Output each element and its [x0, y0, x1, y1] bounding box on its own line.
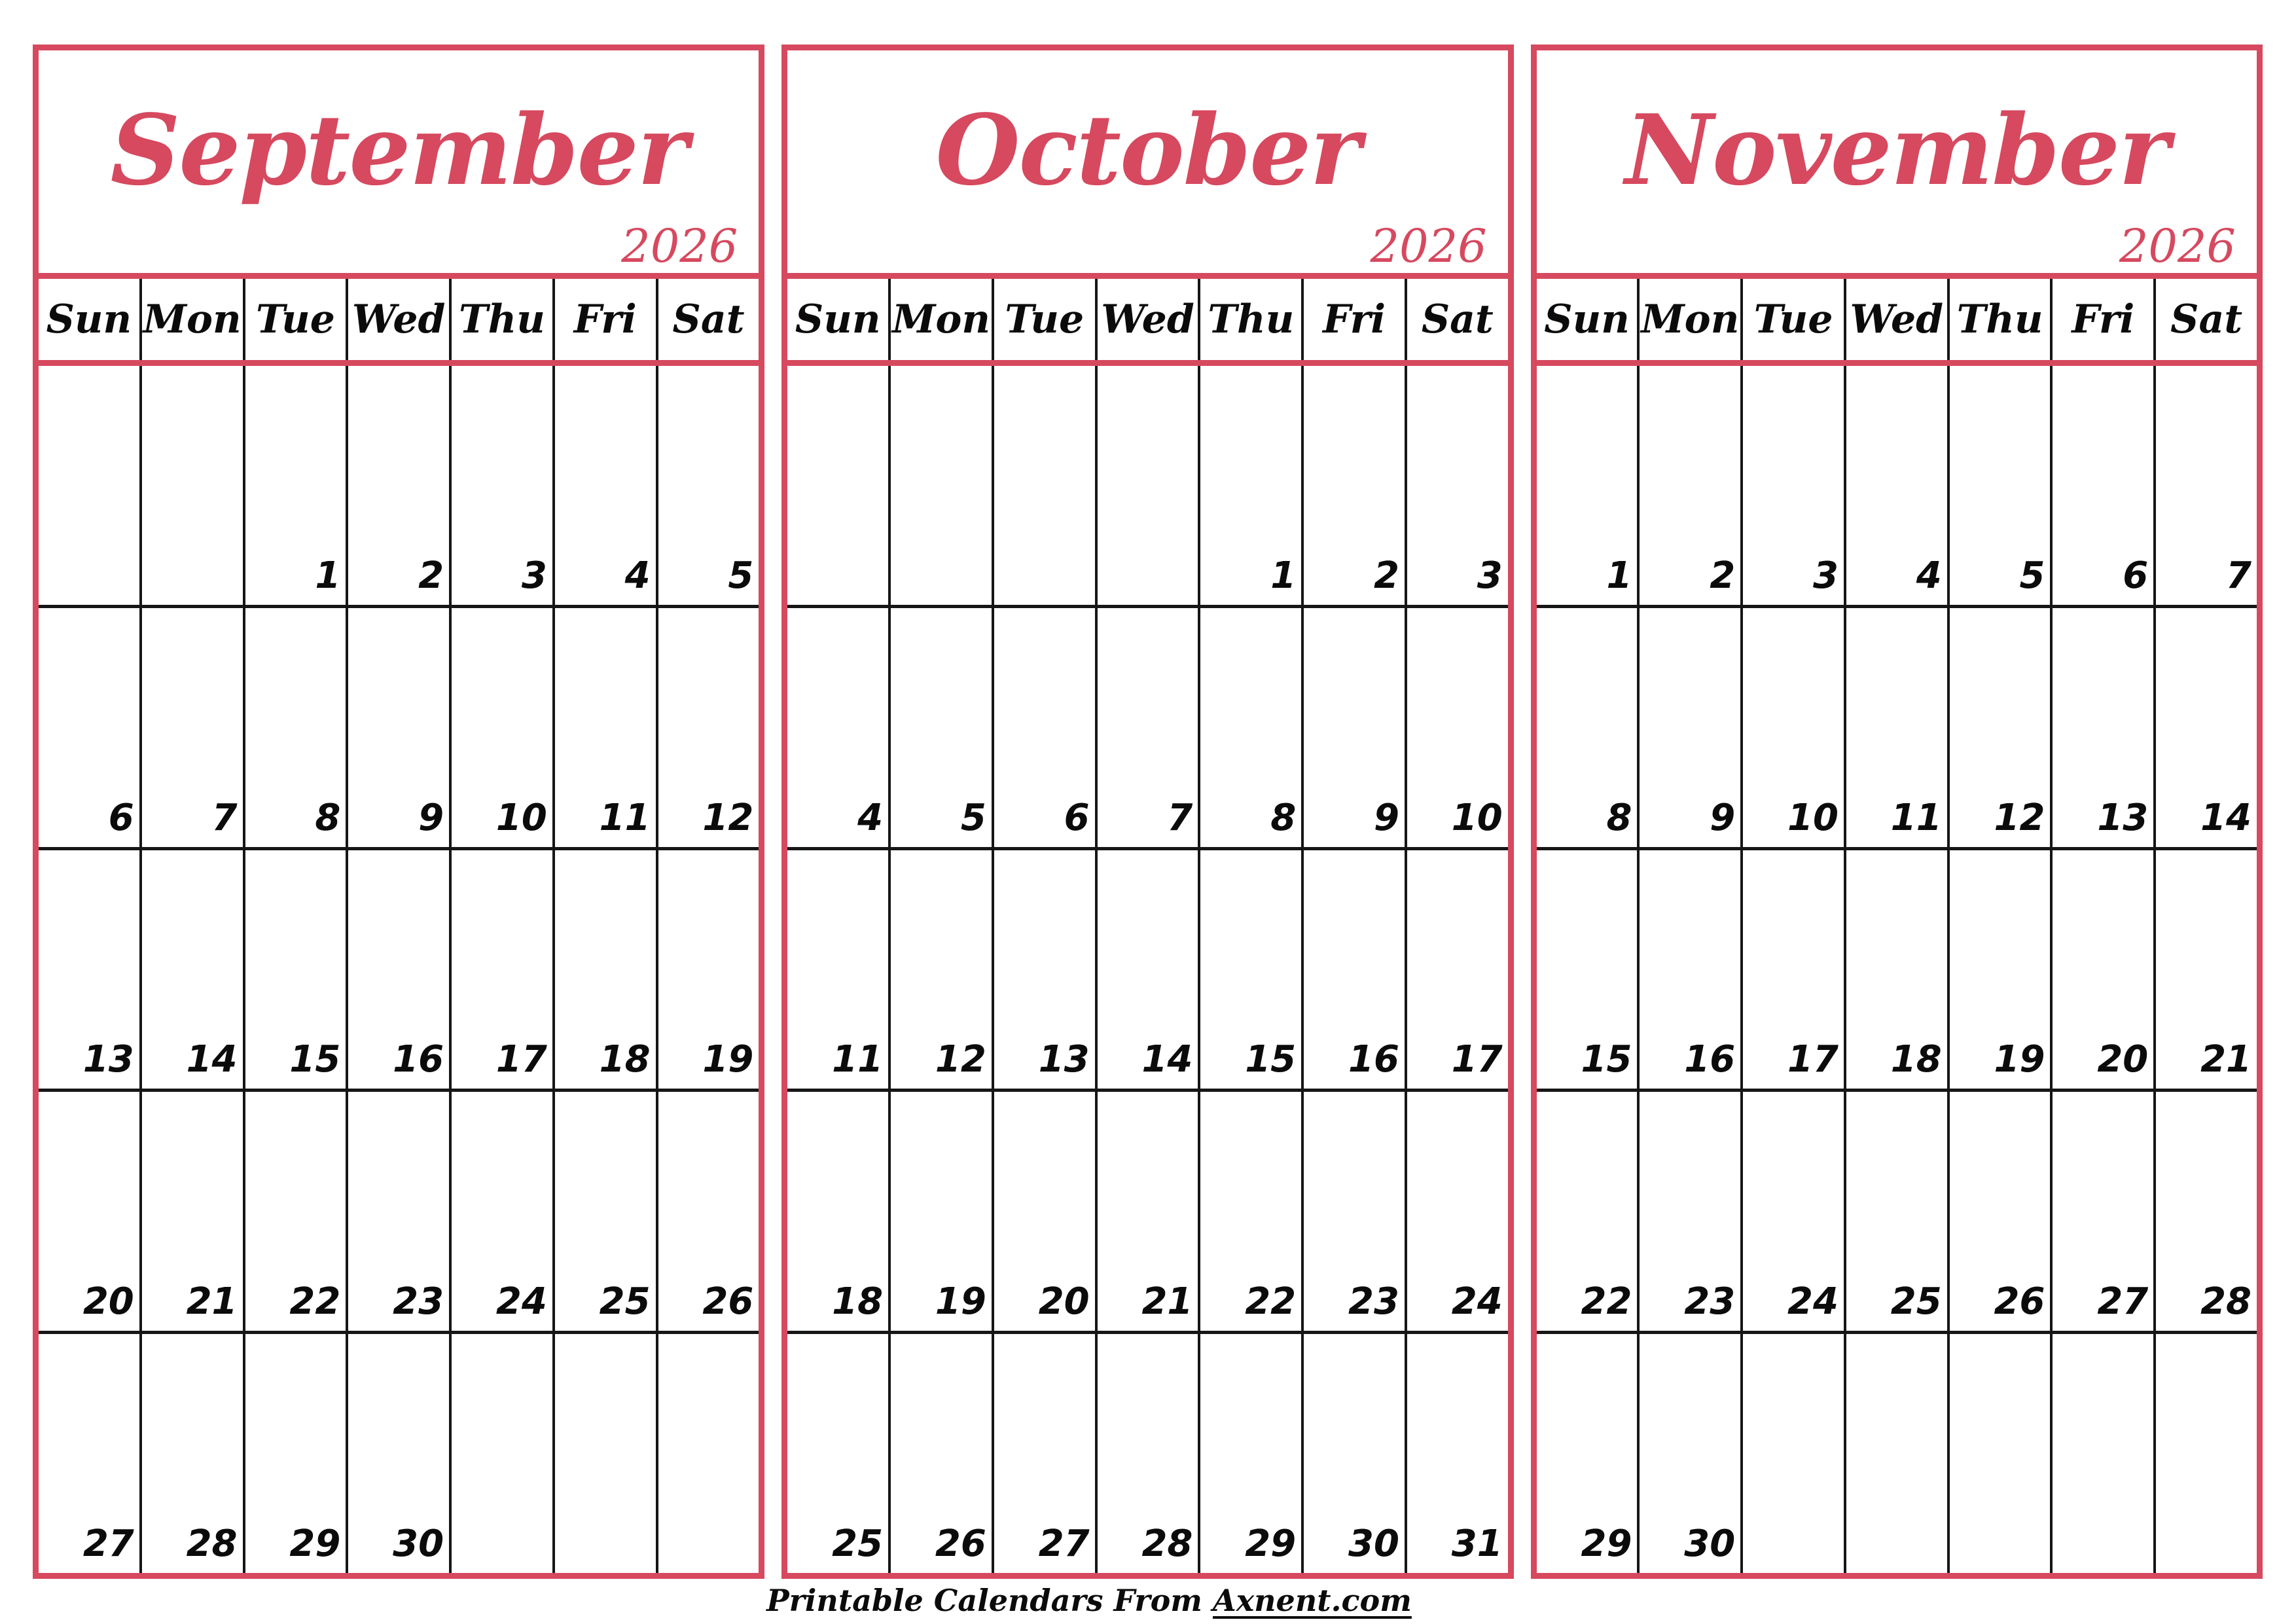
day-number: 18: [832, 1280, 884, 1324]
day-cell: [1405, 366, 1508, 605]
day-number: 11: [832, 1038, 884, 1081]
day-number: 8: [315, 796, 341, 839]
day-cell: [552, 850, 656, 1089]
weekday-header-row: [787, 279, 1507, 366]
day-cell: [1198, 1334, 1301, 1573]
day-number: 9: [418, 796, 444, 839]
day-number: 27: [82, 1522, 134, 1565]
day-cell: [656, 1092, 759, 1331]
day-number: 10: [1451, 796, 1503, 839]
day-cell: [139, 366, 243, 605]
month-panel: [781, 45, 1513, 1579]
day-number: 7: [2226, 554, 2252, 597]
day-cell: [1537, 366, 1638, 605]
day-cell: [1844, 608, 1947, 847]
day-number: 18: [599, 1038, 651, 1081]
day-cell: [243, 366, 346, 605]
month-title-block: [787, 50, 1507, 279]
month-title-block: [1537, 50, 2257, 279]
day-cell: [1947, 366, 2051, 605]
day-cell: [552, 1334, 656, 1573]
weekday-label: Mon: [888, 279, 992, 360]
day-number: 10: [1787, 796, 1839, 839]
day-cell: [787, 1092, 888, 1331]
day-cell: [1095, 608, 1198, 847]
day-cell: [992, 608, 1095, 847]
day-number: 14: [1141, 1038, 1193, 1081]
day-cell: [139, 850, 243, 1089]
weekday-label: Thu: [449, 279, 552, 360]
weekday-label: Sat: [2153, 279, 2257, 360]
day-cell: [1637, 366, 1740, 605]
week-row: [39, 847, 759, 1089]
day-cell: [243, 1334, 346, 1573]
day-cell: [39, 366, 139, 605]
day-cell: [2050, 1092, 2153, 1331]
day-number: 5: [960, 796, 986, 839]
day-cell: [1537, 850, 1638, 1089]
day-number: 4: [624, 554, 651, 597]
day-cell: [449, 1334, 552, 1573]
weeks-grid: [787, 366, 1507, 1573]
day-cell: [346, 366, 449, 605]
day-number: 16: [393, 1038, 444, 1081]
day-cell: [1637, 1334, 1740, 1573]
day-number: 25: [599, 1280, 651, 1324]
day-cell: [656, 608, 759, 847]
day-cell: [1537, 1334, 1638, 1573]
day-cell: [1301, 1092, 1405, 1331]
day-number: 14: [2200, 796, 2252, 839]
day-number: 21: [2200, 1038, 2252, 1081]
weekday-label: Sun: [1544, 297, 1630, 342]
day-number: 6: [1064, 796, 1090, 839]
day-cell: [888, 366, 992, 605]
day-cell: [1637, 1092, 1740, 1331]
day-number: 27: [2097, 1280, 2149, 1324]
day-number: 2: [418, 554, 444, 597]
day-cell: [787, 1334, 888, 1573]
day-number: 10: [495, 796, 547, 839]
day-number: 28: [186, 1522, 238, 1565]
day-cell: [787, 608, 888, 847]
weekday-label: Tue: [243, 279, 346, 360]
day-cell: [552, 608, 656, 847]
day-number: 20: [1038, 1280, 1090, 1324]
week-row: [1537, 1089, 2257, 1331]
day-cell: [1947, 608, 2051, 847]
week-row: [787, 1331, 1507, 1573]
day-number: 30: [393, 1522, 444, 1565]
day-number: 12: [1994, 796, 2045, 839]
day-cell: [888, 1092, 992, 1331]
day-cell: [552, 366, 656, 605]
day-number: 17: [1451, 1038, 1503, 1081]
day-cell: [1740, 850, 1844, 1089]
day-cell: [1301, 850, 1405, 1089]
day-cell: [2153, 1334, 2257, 1573]
weekday-label: Sun: [795, 297, 881, 342]
day-number: 26: [702, 1280, 754, 1324]
day-cell: [39, 608, 139, 847]
month-year: 2026: [621, 219, 738, 273]
weekday-label: Wed: [1844, 279, 1947, 360]
day-cell: [449, 1092, 552, 1331]
day-cell: [888, 608, 992, 847]
week-row: [1537, 605, 2257, 847]
month-year: 2026: [2119, 219, 2236, 273]
day-number: 11: [599, 796, 651, 839]
day-cell: [992, 1092, 1095, 1331]
day-cell: [449, 850, 552, 1089]
weekday-label: Thu: [1198, 279, 1301, 360]
day-cell: [2153, 850, 2257, 1089]
day-number: 1: [1606, 554, 1632, 597]
day-number: 21: [186, 1280, 238, 1324]
day-number: 21: [1141, 1280, 1193, 1324]
day-number: 29: [1581, 1522, 1632, 1565]
day-number: 25: [1890, 1280, 1942, 1324]
day-number: 20: [82, 1280, 134, 1324]
month-panel: [1531, 45, 2263, 1579]
day-cell: [1198, 608, 1301, 847]
day-number: 4: [857, 796, 884, 839]
day-cell: [39, 850, 139, 1089]
day-number: 5: [2019, 554, 2045, 597]
day-cell: [1740, 366, 1844, 605]
day-cell: [139, 1334, 243, 1573]
day-cell: [1637, 850, 1740, 1089]
page-footer: [0, 1583, 2178, 1618]
weekday-label: Wed: [1095, 279, 1198, 360]
day-number: 23: [1684, 1280, 1736, 1324]
day-cell: [1844, 1334, 1947, 1573]
day-number: 22: [289, 1280, 341, 1324]
day-number: 26: [1994, 1280, 2045, 1324]
day-number: 19: [935, 1280, 986, 1324]
month-title: November: [1624, 93, 2168, 207]
day-number: 7: [1167, 796, 1193, 839]
day-cell: [1198, 1092, 1301, 1331]
week-row: [1537, 1331, 2257, 1573]
day-cell: [1740, 1092, 1844, 1331]
day-number: 20: [2097, 1038, 2149, 1081]
weekday-header-row: [1537, 279, 2257, 366]
day-cell: [552, 1092, 656, 1331]
weekday-label: Thu: [1947, 279, 2051, 360]
day-number: 30: [1684, 1522, 1736, 1565]
week-row: [39, 1331, 759, 1573]
day-cell: [1537, 1092, 1638, 1331]
day-number: 31: [1451, 1522, 1503, 1565]
weekday-label: Sat: [656, 279, 759, 360]
day-cell: [346, 608, 449, 847]
day-number: 13: [2097, 796, 2149, 839]
day-number: 22: [1581, 1280, 1632, 1324]
day-number: 27: [1038, 1522, 1090, 1565]
day-cell: [449, 608, 552, 847]
day-cell: [139, 1092, 243, 1331]
day-number: 30: [1348, 1522, 1399, 1565]
footer-site-link[interactable]: Axnent.com: [1213, 1583, 1412, 1618]
day-number: 19: [702, 1038, 754, 1081]
day-number: 19: [1994, 1038, 2045, 1081]
day-cell: [1537, 608, 1638, 847]
weekday-label: Sat: [1405, 279, 1508, 360]
day-cell: [1947, 850, 2051, 1089]
day-cell: [2050, 366, 2153, 605]
day-number: 28: [1141, 1522, 1193, 1565]
day-number: 8: [1270, 796, 1297, 839]
month-title: October: [935, 93, 1360, 207]
day-number: 29: [1245, 1522, 1297, 1565]
day-number: 16: [1348, 1038, 1399, 1081]
day-cell: [139, 608, 243, 847]
day-number: 17: [1787, 1038, 1839, 1081]
day-number: 4: [1916, 554, 1942, 597]
day-number: 12: [935, 1038, 986, 1081]
weekday-label: Fri: [1301, 279, 1405, 360]
day-cell: [1405, 850, 1508, 1089]
week-row: [787, 366, 1507, 605]
day-cell: [787, 850, 888, 1089]
day-cell: [1301, 608, 1405, 847]
day-number: 2: [1710, 554, 1736, 597]
day-number: 23: [1348, 1280, 1399, 1324]
day-cell: [1095, 1334, 1198, 1573]
day-cell: [243, 850, 346, 1089]
day-cell: [1405, 608, 1508, 847]
day-cell: [2153, 366, 2257, 605]
day-number: 6: [108, 796, 134, 839]
day-cell: [2050, 608, 2153, 847]
day-number: 16: [1684, 1038, 1736, 1081]
day-number: 3: [521, 554, 547, 597]
weekday-label: Tue: [992, 279, 1095, 360]
weekday-label: Sun: [46, 297, 132, 342]
day-number: 14: [186, 1038, 238, 1081]
weeks-grid: [39, 366, 759, 1573]
weekday-label: Mon: [1637, 279, 1740, 360]
day-number: 28: [2200, 1280, 2252, 1324]
day-cell: [1095, 366, 1198, 605]
day-number: 12: [702, 796, 754, 839]
day-cell: [656, 366, 759, 605]
day-number: 17: [495, 1038, 547, 1081]
day-cell: [2050, 850, 2153, 1089]
day-cell: [1301, 366, 1405, 605]
day-cell: [2050, 1334, 2153, 1573]
day-cell: [1198, 850, 1301, 1089]
week-row: [1537, 366, 2257, 605]
month-title: September: [110, 93, 687, 207]
footer-text: Printable Calendars From: [766, 1583, 1213, 1618]
month-title-block: [39, 50, 759, 279]
weekday-label: Fri: [552, 279, 656, 360]
day-cell: [656, 850, 759, 1089]
day-cell: [1844, 850, 1947, 1089]
day-number: 2: [1373, 554, 1399, 597]
day-cell: [243, 1092, 346, 1331]
day-number: 29: [289, 1522, 341, 1565]
day-cell: [1740, 608, 1844, 847]
day-number: 24: [1451, 1280, 1503, 1324]
day-number: 5: [728, 554, 754, 597]
week-row: [39, 605, 759, 847]
day-number: 7: [211, 796, 238, 839]
day-cell: [1844, 1092, 1947, 1331]
day-number: 9: [1710, 796, 1736, 839]
day-cell: [1405, 1334, 1508, 1573]
day-number: 22: [1245, 1280, 1297, 1324]
day-cell: [1301, 1334, 1405, 1573]
day-number: 6: [2123, 554, 2149, 597]
weekday-header-row: [39, 279, 759, 366]
day-number: 8: [1606, 796, 1632, 839]
day-number: 24: [1787, 1280, 1839, 1324]
day-cell: [2153, 608, 2257, 847]
day-number: 15: [289, 1038, 341, 1081]
day-cell: [1947, 1334, 2051, 1573]
day-number: 9: [1373, 796, 1399, 839]
day-cell: [346, 1334, 449, 1573]
week-row: [39, 366, 759, 605]
day-cell: [1405, 1092, 1508, 1331]
day-cell: [787, 366, 888, 605]
day-cell: [1947, 1092, 2051, 1331]
day-cell: [346, 850, 449, 1089]
day-cell: [1198, 366, 1301, 605]
day-cell: [656, 1334, 759, 1573]
day-number: 18: [1890, 1038, 1942, 1081]
day-cell: [243, 608, 346, 847]
day-cell: [1095, 1092, 1198, 1331]
day-number: 13: [82, 1038, 134, 1081]
month-panel: [33, 45, 764, 1579]
weekday-label: Fri: [2050, 279, 2153, 360]
day-number: 26: [935, 1522, 986, 1565]
day-cell: [39, 1092, 139, 1331]
week-row: [787, 847, 1507, 1089]
day-number: 15: [1581, 1038, 1632, 1081]
day-cell: [1844, 366, 1947, 605]
day-cell: [888, 1334, 992, 1573]
day-cell: [346, 1092, 449, 1331]
day-cell: [992, 1334, 1095, 1573]
day-cell: [1095, 850, 1198, 1089]
day-cell: [992, 850, 1095, 1089]
day-number: 15: [1245, 1038, 1297, 1081]
month-year: 2026: [1370, 219, 1487, 273]
day-number: 11: [1890, 796, 1942, 839]
day-cell: [1637, 608, 1740, 847]
week-row: [1537, 847, 2257, 1089]
day-number: 13: [1038, 1038, 1090, 1081]
day-number: 1: [1270, 554, 1297, 597]
week-row: [787, 1089, 1507, 1331]
week-row: [787, 605, 1507, 847]
weeks-grid: [1537, 366, 2257, 1573]
weekday-label: Wed: [346, 279, 449, 360]
day-cell: [2153, 1092, 2257, 1331]
three-month-calendar: [33, 45, 2263, 1579]
day-number: 3: [1812, 554, 1839, 597]
day-cell: [992, 366, 1095, 605]
weekday-label: Tue: [1740, 279, 1844, 360]
day-cell: [449, 366, 552, 605]
day-number: 23: [393, 1280, 444, 1324]
week-row: [39, 1089, 759, 1331]
day-cell: [888, 850, 992, 1089]
day-number: 3: [1477, 554, 1503, 597]
day-number: 1: [315, 554, 341, 597]
day-cell: [39, 1334, 139, 1573]
weekday-label: Mon: [139, 279, 243, 360]
day-number: 24: [495, 1280, 547, 1324]
day-cell: [1740, 1334, 1844, 1573]
day-number: 25: [832, 1522, 884, 1565]
